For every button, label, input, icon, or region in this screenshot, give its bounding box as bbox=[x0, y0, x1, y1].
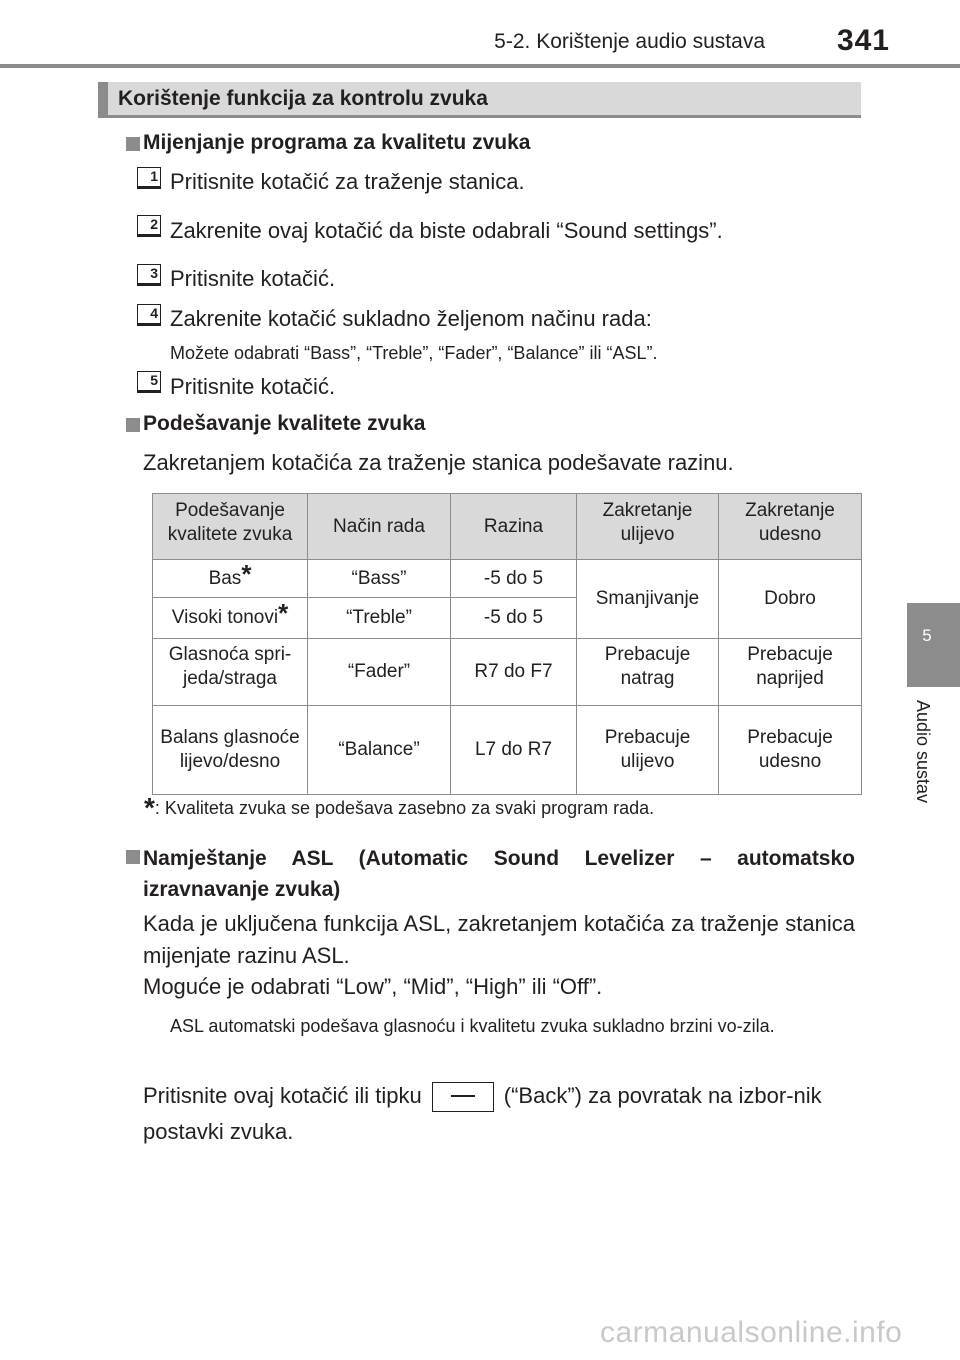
asterisk-mark: * bbox=[278, 598, 289, 628]
table-cell: Prebacuje natrag bbox=[577, 639, 719, 706]
footnote-text: : Kvaliteta zvuka se podešava zasebno za svaki program rada. bbox=[154, 798, 655, 818]
table-row bbox=[153, 560, 862, 598]
subsection-title: Podešavanje kvalitete zvuka bbox=[143, 412, 426, 435]
table-cell: Balans glasnoće lijevo/desno bbox=[153, 706, 308, 795]
asl-note: ASL automatski podešava glasnoću i kvalitetu zvuka sukladno brzini vo-zila. bbox=[170, 1016, 775, 1036]
bullet-square bbox=[126, 850, 140, 864]
table-header-cell: Zakretanje udesno bbox=[719, 494, 862, 560]
step-number-5: 5 bbox=[137, 371, 161, 393]
paragraph: Moguće je odabrati “Low”, “Mid”, “High” ili “Off”. bbox=[143, 974, 603, 999]
table-cell: Visoki tonovi* bbox=[153, 598, 308, 639]
running-header: 5-2. Korištenje audio sustava bbox=[494, 30, 765, 53]
table-header-cell: Način rada bbox=[308, 494, 451, 560]
step-number-4: 4 bbox=[137, 304, 161, 326]
table-cell: “Balance” bbox=[308, 706, 451, 795]
table-cell: Dobro bbox=[719, 560, 862, 639]
table-cell: Smanjivanje bbox=[577, 560, 719, 639]
paragraph: Kada je uključena funkcija ASL, zakretanjem kotačića za traženje stanica mijenjate razinu ASL. bbox=[143, 911, 855, 968]
table-row bbox=[153, 639, 862, 706]
table-cell: -5 do 5 bbox=[451, 560, 577, 598]
section-title: Korištenje funkcija za kontrolu zvuka bbox=[118, 87, 488, 110]
table-cell: Prebacuje udesno bbox=[719, 706, 862, 795]
subsection-title: Namještanje ASL (Automatic Sound Levelizer – automatsko izravnavanje zvuka) bbox=[143, 847, 855, 901]
chapter-number: 5 bbox=[922, 626, 932, 645]
table-cell: “Fader” bbox=[308, 639, 451, 706]
table-cell: L7 do R7 bbox=[451, 706, 577, 795]
step-text-1: Pritisnite kotačić za traženje stanica. bbox=[170, 169, 525, 194]
options-note: Možete odabrati “Bass”, “Treble”, “Fader”, “Balance” ili “ASL”. bbox=[170, 343, 658, 363]
table-cell: Bas* bbox=[153, 560, 308, 598]
step-number-3: 3 bbox=[137, 264, 161, 286]
section-heading bbox=[98, 82, 861, 118]
sound-quality-table bbox=[152, 493, 862, 795]
back-button-icon bbox=[432, 1082, 494, 1112]
header-rule bbox=[0, 64, 960, 68]
footnote-mark: * bbox=[144, 792, 155, 823]
table-row bbox=[153, 706, 862, 795]
table-cell: “Treble” bbox=[308, 598, 451, 639]
page-number: 341 bbox=[836, 24, 890, 57]
footnote bbox=[144, 792, 655, 823]
chapter-label: Audio sustav bbox=[913, 700, 933, 804]
step-text-2: Zakrenite ovaj kotačić da biste odabrali “Sound settings”. bbox=[170, 218, 723, 243]
paragraph: Zakretanjem kotačića za traženje stanica podešavate razinu. bbox=[143, 450, 734, 475]
table-header-cell: Podešavanje kvalitete zvuka bbox=[153, 494, 308, 560]
step-text-3: Pritisnite kotačić. bbox=[170, 266, 336, 291]
subsection-title: Mijenjanje programa za kvalitetu zvuka bbox=[143, 131, 531, 154]
asterisk-mark: * bbox=[241, 558, 252, 589]
bullet-square bbox=[126, 418, 140, 432]
table-cell: Prebacuje ulijevo bbox=[577, 706, 719, 795]
table-cell: -5 do 5 bbox=[451, 598, 577, 639]
step-text-5: Pritisnite kotačić. bbox=[170, 374, 336, 399]
table-header-cell: Zakretanje ulijevo bbox=[577, 494, 719, 560]
table-header-row bbox=[153, 494, 862, 560]
step-text-4: Zakrenite kotačić sukladno željenom načinu rada: bbox=[170, 306, 652, 331]
step-number-1: 1 bbox=[137, 167, 161, 189]
table-cell: “Bass” bbox=[308, 560, 451, 598]
bullet-square bbox=[126, 137, 140, 151]
table-cell: Glasnoća spri-jeda/straga bbox=[153, 639, 308, 706]
paragraph: Pritisnite ovaj kotačić ili tipku (“Back”) za povratak na izbor-nik postavki zvuka. bbox=[143, 1083, 822, 1144]
table-cell: Prebacuje naprijed bbox=[719, 639, 862, 706]
watermark: carmanualsonline.info bbox=[600, 1316, 903, 1349]
table-header-cell: Razina bbox=[451, 494, 577, 560]
step-number-2: 2 bbox=[137, 215, 161, 237]
table-cell: R7 do F7 bbox=[451, 639, 577, 706]
